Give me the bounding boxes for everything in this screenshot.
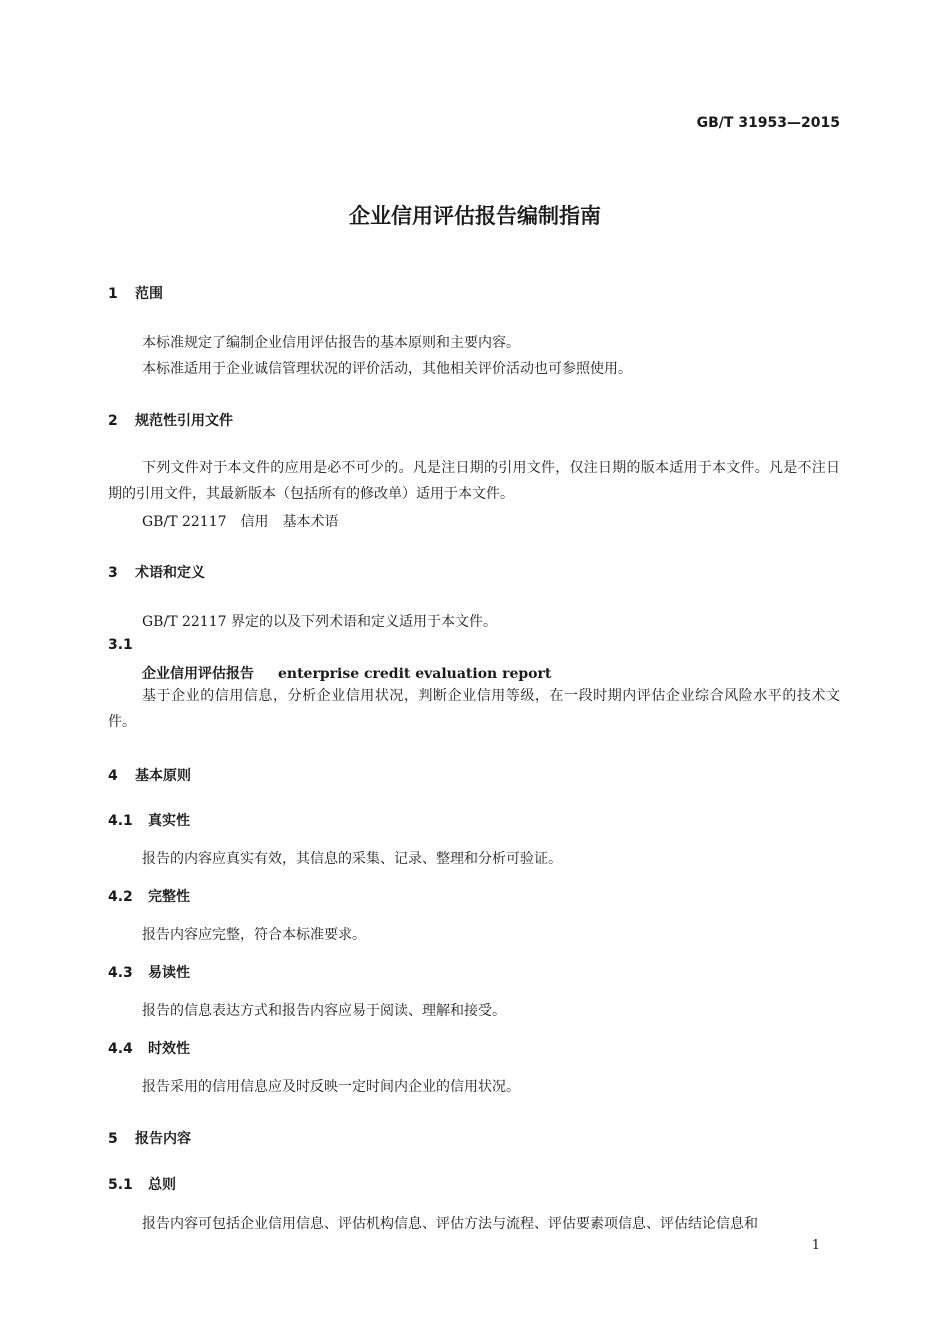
term-number: 3.1 [108, 637, 133, 653]
subsection-4-1-heading [108, 810, 190, 830]
subsection-4-3-text: 报告的信息表达方式和报告内容应易于阅读、理解和接受。 [142, 1003, 506, 1019]
standard-number: GB/T 31953—2015 [696, 115, 840, 131]
section-2-paragraph: 下列文件对于本文件的应用是必不可少的。凡是注日期的引用文件，仅注日期的版本适用于本文件。凡是不注日期的引用文件，其最新版本（包括所有的修改单）适用于本文件。 [108, 460, 840, 502]
reference-name-1: 信用 [240, 514, 269, 530]
term-entry [142, 663, 551, 683]
section-number: 5 [108, 1131, 118, 1147]
subsection-5-1-text: 报告内容可包括企业信用信息、评估机构信息、评估方法与流程、评估要素项信息、评估结论信息和 [142, 1216, 758, 1232]
subsection-4-4-heading [108, 1038, 190, 1058]
subsection-4-3-heading [108, 962, 190, 982]
subsection-title: 真实性 [148, 813, 190, 829]
term-definition: 基于企业的信用信息，分析企业信用状况，判断企业信用等级，在一段时期内评估企业综合风险水平的技术文件。 [108, 688, 840, 730]
document-title: 企业信用评估报告编制指南 [349, 204, 601, 228]
section-1-paragraph-2: 本标准适用于企业诚信管理状况的评价活动，其他相关评价活动也可参照使用。 [142, 361, 632, 377]
subsection-number: 4.1 [108, 813, 133, 829]
section-number: 1 [108, 286, 118, 302]
page-number: 1 [811, 1238, 820, 1253]
subsection-title: 总则 [148, 1177, 176, 1193]
subsection-number: 4.3 [108, 965, 133, 981]
subsection-title: 完整性 [148, 889, 190, 905]
subsection-4-2-text: 报告内容应完整，符合本标准要求。 [142, 927, 366, 943]
subsection-4-1-text: 报告的内容应真实有效，其信息的采集、记录、整理和分析可验证。 [142, 851, 562, 867]
section-1-heading [108, 283, 163, 303]
section-number: 3 [108, 565, 118, 581]
section-title: 报告内容 [135, 1131, 191, 1147]
section-4-heading [108, 765, 191, 785]
subsection-4-4-text: 报告采用的信用信息应及时反映一定时间内企业的信用状况。 [142, 1079, 520, 1095]
subsection-number: 4.4 [108, 1041, 133, 1057]
section-5-heading [108, 1128, 191, 1148]
term-english: enterprise credit evaluation report [278, 666, 552, 682]
subsection-number: 4.2 [108, 889, 133, 905]
term-chinese: 企业信用评估报告 [142, 666, 254, 682]
section-title: 术语和定义 [135, 565, 205, 581]
subsection-5-1-heading [108, 1174, 176, 1194]
subsection-4-2-heading [108, 886, 190, 906]
section-title: 范围 [135, 286, 163, 302]
section-title: 规范性引用文件 [135, 413, 233, 429]
normative-reference [142, 511, 339, 531]
reference-code: GB/T 22117 [142, 514, 227, 530]
section-number: 2 [108, 413, 118, 429]
section-1-paragraph-1: 本标准规定了编制企业信用评估报告的基本原则和主要内容。 [142, 335, 520, 351]
section-title: 基本原则 [135, 768, 191, 784]
reference-name-2: 基本术语 [282, 514, 339, 530]
subsection-number: 5.1 [108, 1177, 133, 1193]
subsection-title: 易读性 [148, 965, 190, 981]
section-3-heading [108, 562, 205, 582]
subsection-title: 时效性 [148, 1041, 190, 1057]
section-number: 4 [108, 768, 118, 784]
section-2-heading [108, 410, 233, 430]
section-3-intro: GB/T 22117 界定的以及下列术语和定义适用于本文件。 [142, 614, 497, 630]
